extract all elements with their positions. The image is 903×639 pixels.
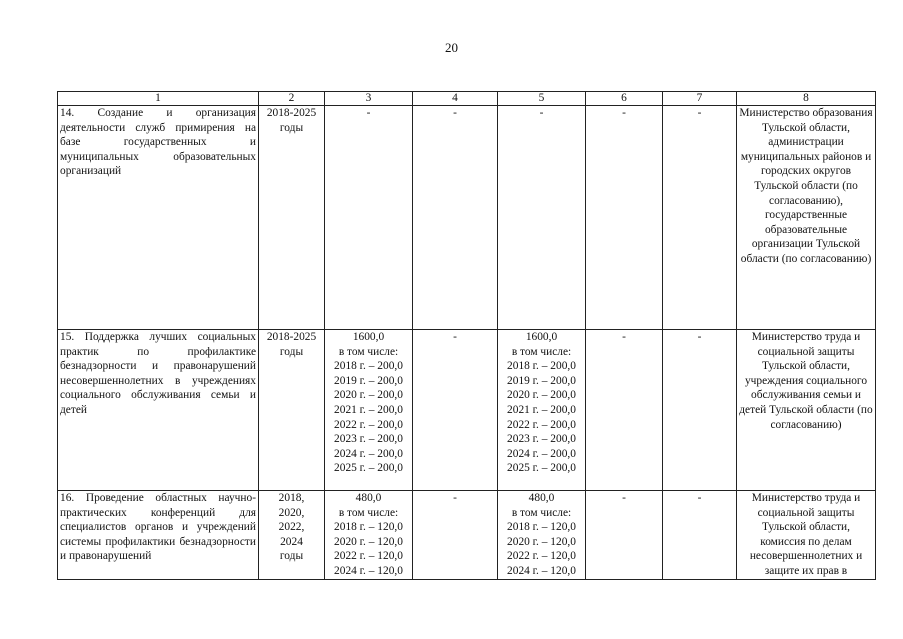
funding-year-line: 2019 г. – 200,0 (507, 374, 576, 387)
executors-cell: Министерство образования Тульской области, администрации муниципальных районов и городских округов Тульской области (по согласованию), государственные образовательные организации Тульской области (по согласованию) (737, 106, 876, 330)
funding-year-line: 2021 г. – 200,0 (334, 403, 403, 416)
funding-total-cell (325, 330, 413, 491)
funding-federal-cell: - (413, 106, 498, 330)
funding-year-line: 2018 г. – 200,0 (507, 360, 576, 373)
funding-year-line: 2024 г. – 200,0 (334, 447, 403, 460)
column-header: 6 (586, 92, 663, 106)
period-line: 2018, (278, 492, 305, 504)
funding-local-cell: - (586, 330, 663, 491)
funding-total-value: 480,0 (355, 492, 382, 504)
column-header: 1 (58, 92, 259, 106)
funding-year-line: 2024 г. – 200,0 (507, 447, 576, 460)
column-header: 4 (413, 92, 498, 106)
funding-year-line: 2023 г. – 200,0 (507, 433, 576, 446)
page-number: 20 (445, 40, 458, 55)
funding-year-line: 2018 г. – 120,0 (507, 521, 576, 534)
funding-other-cell: - (663, 106, 737, 330)
column-header: 7 (663, 92, 737, 106)
period-cell: 2018-2025 годы (259, 106, 325, 330)
table-row (58, 330, 876, 491)
funding-total-value: 1600,0 (525, 331, 558, 343)
activity-name: 15. Поддержка лучших социальных практик по профилактике безнадзорности и правонарушений несовершеннолетних в учреждениях социального обслуживания семьи и детей (58, 330, 259, 491)
funding-note: в том числе: (338, 345, 399, 358)
period-line: 2020, (278, 506, 305, 519)
executors-cell: Министерство труда и социальной защиты Тульской области, учреждения социального обслуживания семьи и детей Тульской области (по согласованию) (737, 330, 876, 491)
program-table (57, 91, 876, 580)
column-header: 3 (325, 92, 413, 106)
table-row (58, 106, 876, 330)
funding-year-line: 2018 г. – 120,0 (334, 521, 403, 534)
activity-name: 14. Создание и организация деятельности служб примирения на базе государственных и муниципальных образовательных организаций (58, 106, 259, 330)
funding-year-line: 2018 г. – 200,0 (334, 360, 403, 373)
funding-other-cell: - (663, 491, 737, 580)
funding-regional-cell: - (498, 106, 586, 330)
funding-federal-cell: - (413, 330, 498, 491)
column-header: 2 (259, 92, 325, 106)
funding-note: в том числе: (338, 506, 399, 519)
period-line: 2024 (280, 535, 303, 548)
funding-year-line: 2022 г. – 200,0 (334, 418, 403, 431)
funding-year-line: 2020 г. – 200,0 (334, 389, 403, 402)
funding-total-cell: - (325, 106, 413, 330)
activity-name: 16. Проведение областных научно-практических конференций для специалистов органов и учреждений системы профилактики безнадзорности и правонарушений (58, 491, 259, 580)
funding-total-value: 1600,0 (352, 331, 385, 343)
funding-year-line: 2024 г. – 120,0 (334, 564, 403, 577)
executors-cell: Министерство труда и социальной защиты Тульской области, комиссия по делам несовершеннолетних и защите их прав в (737, 491, 876, 580)
column-header: 8 (737, 92, 876, 106)
funding-note: в том числе: (511, 506, 572, 519)
funding-year-line: 2020 г. – 120,0 (334, 535, 403, 548)
funding-year-line: 2022 г. – 200,0 (507, 418, 576, 431)
funding-year-line: 2020 г. – 120,0 (507, 535, 576, 548)
column-header: 5 (498, 92, 586, 106)
funding-local-cell: - (586, 106, 663, 330)
funding-year-line: 2021 г. – 200,0 (507, 403, 576, 416)
funding-year-line: 2024 г. – 120,0 (507, 564, 576, 577)
funding-year-line: 2025 г. – 200,0 (334, 462, 403, 475)
funding-total-value: 480,0 (528, 492, 555, 504)
period-cell (259, 491, 325, 580)
funding-year-line: 2019 г. – 200,0 (334, 374, 403, 387)
table-header-row (58, 92, 876, 106)
funding-note: в том числе: (511, 345, 572, 358)
funding-federal-cell: - (413, 491, 498, 580)
funding-year-line: 2020 г. – 200,0 (507, 389, 576, 402)
funding-regional-cell (498, 330, 586, 491)
funding-total-cell (325, 491, 413, 580)
funding-local-cell: - (586, 491, 663, 580)
funding-other-cell: - (663, 330, 737, 491)
funding-year-line: 2025 г. – 200,0 (507, 462, 576, 475)
period-line: годы (279, 550, 304, 563)
funding-year-line: 2023 г. – 200,0 (334, 433, 403, 446)
funding-year-line: 2022 г. – 120,0 (507, 550, 576, 563)
period-cell: 2018-2025 годы (259, 330, 325, 491)
funding-regional-cell (498, 491, 586, 580)
period-line: 2022, (278, 521, 305, 534)
funding-year-line: 2022 г. – 120,0 (334, 550, 403, 563)
table-row (58, 491, 876, 580)
